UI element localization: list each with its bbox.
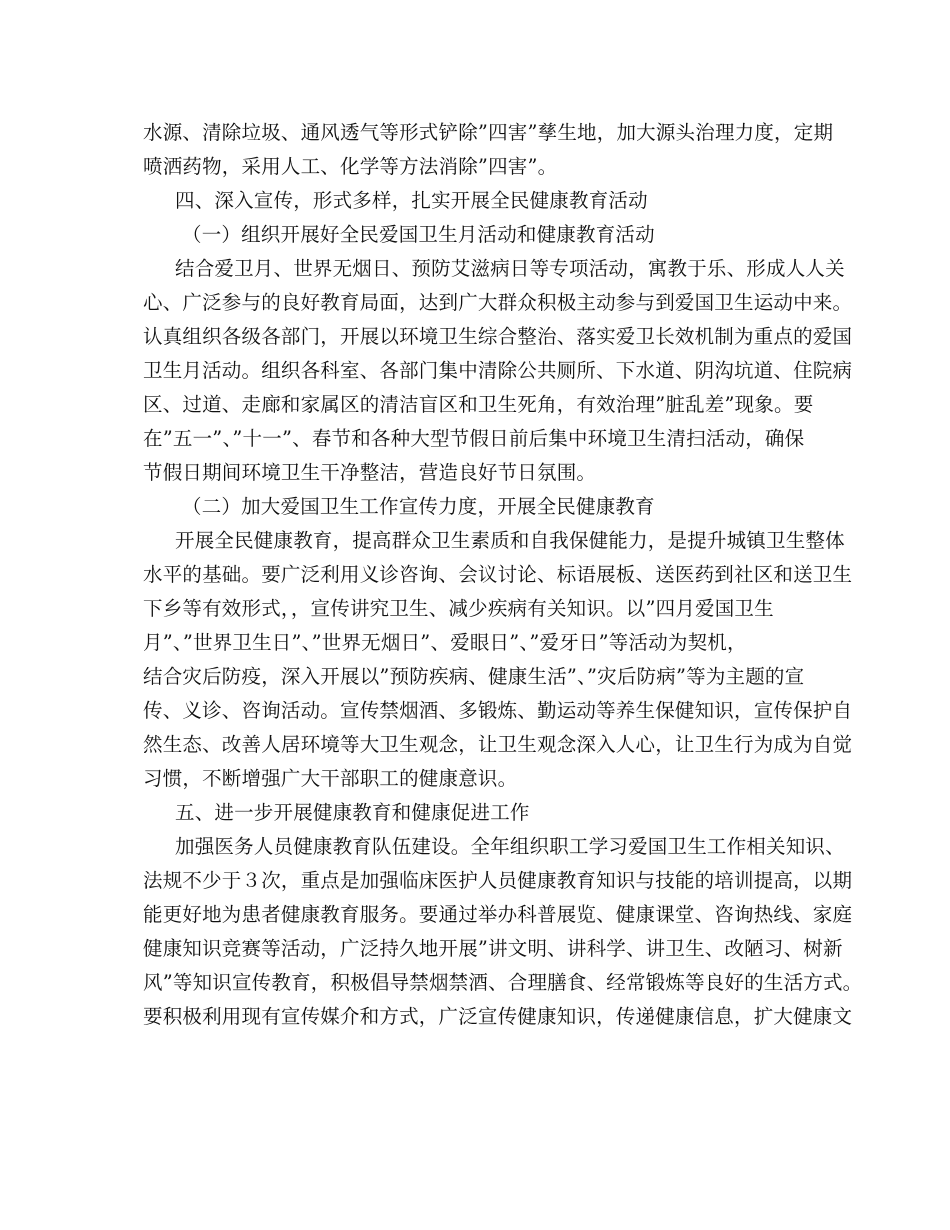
body-line: 心、广泛参与的良好教育局面，达到广大群众积极主动参与到爱国卫生运动中来。 <box>143 291 853 314</box>
body-line: 区、过道、走廊和家属区的清洁盲区和卫生死角，有效治理”脏乱差”现象。要 <box>143 393 814 416</box>
body-line: 水源、清除垃圾、通风透气等形式铲除”四害”孳生地，加大源头治理力度，定期 <box>143 121 834 144</box>
body-line: 卫生月活动。组织各科室、各部门集中清除公共厕所、下水道、阴沟坑道、住院病 <box>143 359 853 382</box>
body-line: 在”五一”、”十一”、春节和各种大型节假日前后集中环境卫生清扫活动，确保 <box>143 427 805 450</box>
section-heading: 五、进一步开展健康教育和健康促进工作 <box>175 801 530 824</box>
body-line: 开展全民健康教育，提高群众卫生素质和自我保健能力，是提升城镇卫生整体 <box>175 529 845 552</box>
body-line: 习惯，不断增强广大干部职工的健康意识。 <box>143 767 518 790</box>
body-line: 法规不少于３次，重点是加强临床医护人员健康教育知识与技能的培训提高，以期 <box>143 869 853 892</box>
body-line: 能更好地为患者健康教育服务。要通过举办科普展览、健康课堂、咨询热线、家庭 <box>143 903 853 926</box>
body-line: 水平的基础。要广泛利用义诊咨询、会议讨论、标语展板、送医药到社区和送卫生 <box>143 563 853 586</box>
body-line: 节假日期间环境卫生干净整洁，营造良好节日氛围。 <box>143 461 597 484</box>
body-line: 要积极利用现有宣传媒介和方式，广泛宣传健康知识，传递健康信息，扩大健康文 <box>143 1005 853 1028</box>
body-line: 加强医务人员健康教育队伍建设。全年组织职工学习爱国卫生工作相关知识、 <box>175 835 845 858</box>
body-line: 喷洒药物，采用人工、化学等方法消除”四害”。 <box>143 155 558 178</box>
subsection-heading: （二）加大爱国卫生工作宣传力度，开展全民健康教育 <box>182 495 655 518</box>
body-line: 然生态、改善人居环境等大卫生观念，让卫生观念深入人心，让卫生行为成为自觉 <box>143 733 853 756</box>
body-line: 认真组织各级各部门，开展以环境卫生综合整治、落实爱卫长效机制为重点的爱国 <box>143 325 853 348</box>
body-line: 月”、”世界卫生日”、”世界无烟日”、爱眼日”、”爱牙日”等活动为契机， <box>143 631 747 654</box>
body-line: 结合爱卫月、世界无烟日、预防艾滋病日等专项活动，寓教于乐、形成人人关 <box>175 257 845 280</box>
body-line: 风”等知识宣传教育，积极倡导禁烟禁酒、合理膳食、经常锻炼等良好的生活方式。 <box>143 971 863 994</box>
section-heading: 四、深入宣传，形式多样，扎实开展全民健康教育活动 <box>175 189 648 212</box>
body-line: 结合灾后防疫，深入开展以”预防疾病、健康生活”、”灾后防病”等为主题的宣 <box>143 665 805 688</box>
subsection-heading: （一）组织开展好全民爱国卫生月活动和健康教育活动 <box>182 223 655 246</box>
body-line: 健康知识竞赛等活动，广泛持久地开展”讲文明、讲科学、讲卫生、改陋习、树新 <box>143 937 843 960</box>
body-line: 下乡等有效形式，，宣传讲究卫生、减少疾病有关知识。以”四月爱国卫生 <box>143 597 774 620</box>
body-line: 传、义诊、咨询活动。宣传禁烟酒、多锻炼、勤运动等养生保健知识，宣传保护自 <box>143 699 853 722</box>
